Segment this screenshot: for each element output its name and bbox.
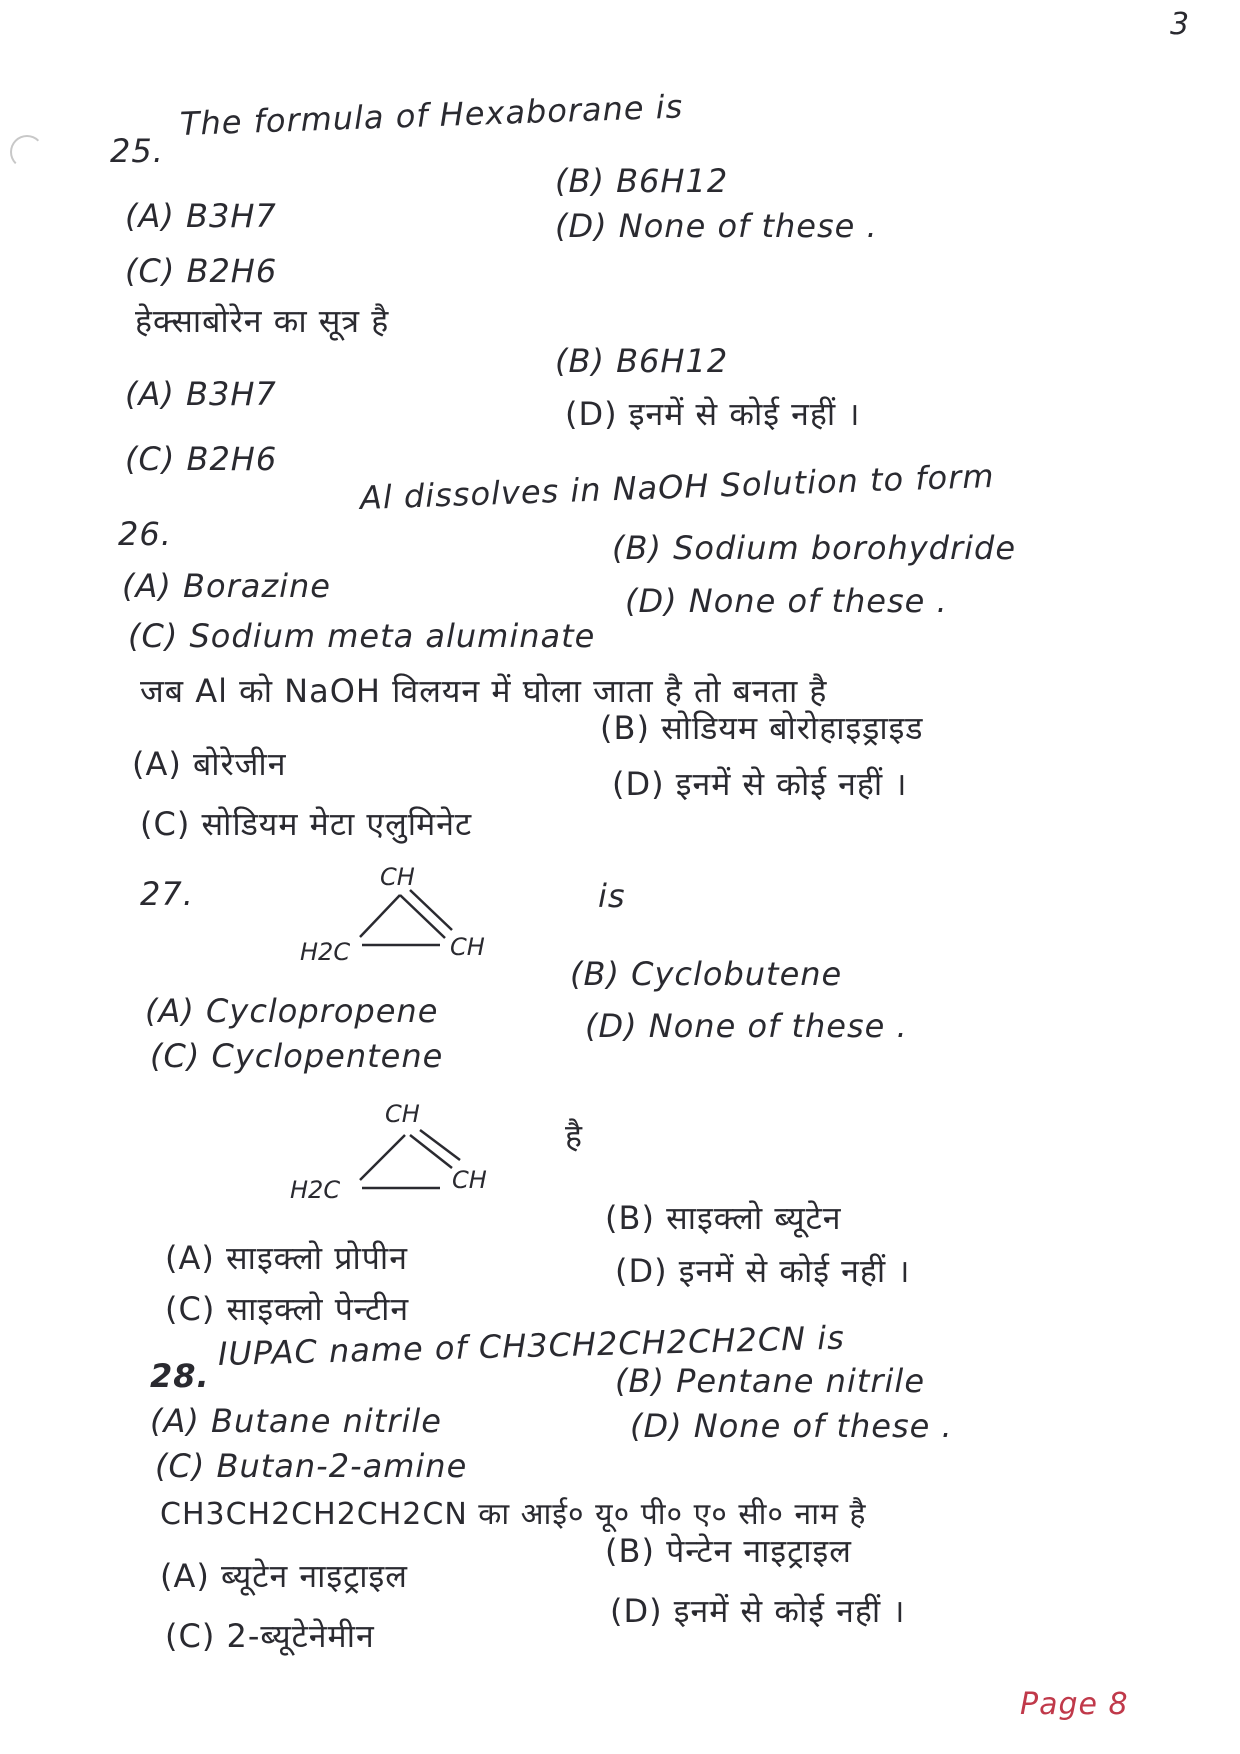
q26-question: Al dissolves in NaOH Solution to form — [359, 456, 996, 517]
q25-hindi-option-a: (A) B3H7 — [125, 375, 277, 413]
q28-option-a: (A) Butane nitrile — [150, 1402, 442, 1440]
q25-hindi-option-c: (C) B2H6 — [125, 440, 278, 478]
q26-number: 26. — [118, 515, 172, 553]
q28-number: 28. — [150, 1357, 210, 1395]
q25-option-d: (D) None of these . — [555, 207, 878, 245]
q25-hindi-option-b: (B) B6H12 — [555, 342, 729, 380]
q27-option-c: (C) Cyclopentene — [150, 1037, 444, 1075]
q27-option-d: (D) None of these . — [585, 1007, 908, 1045]
q27-hindi-option-b: (B) साइक्लो ब्यूटेन — [605, 1199, 842, 1237]
q27-struct-top: CH — [380, 863, 415, 891]
q27-hindi-struct-left: H2C — [290, 1176, 341, 1204]
q27-struct-left: H2C — [300, 938, 351, 966]
q26-hindi-option-c: (C) सोडियम मेटा एलुमिनेट — [140, 805, 473, 843]
q27-option-b: (B) Cyclobutene — [570, 955, 843, 993]
q27-hindi-is: है — [565, 1117, 583, 1155]
q27-option-a: (A) Cyclopropene — [145, 992, 439, 1030]
q25-hindi-option-d: (D) इनमें से कोई नहीं । — [565, 395, 861, 433]
q26-option-b: (B) Sodium borohydride — [612, 529, 1017, 567]
q25-option-c: (C) B2H6 — [125, 252, 278, 290]
q26-hindi-option-d: (D) इनमें से कोई नहीं । — [612, 765, 908, 803]
q27-hindi-option-d: (D) इनमें से कोई नहीं । — [615, 1252, 911, 1290]
q27-struct-right: CH — [450, 933, 485, 961]
q27-is: is — [598, 877, 626, 915]
q28-option-b: (B) Pentane nitrile — [615, 1362, 925, 1400]
q25-option-a: (A) B3H7 — [125, 197, 277, 235]
q27-hindi-cyclopropene-structure — [280, 1100, 500, 1210]
q28-hindi-option-a: (A) ब्यूटेन नाइट्राइल — [160, 1557, 408, 1595]
q28-hindi-option-d: (D) इनमें से कोई नहीं । — [610, 1592, 906, 1630]
q25-question: The formula of Hexaborane is — [179, 87, 684, 143]
q28-hindi-option-c: (C) 2-ब्यूटेनेमीन — [165, 1617, 375, 1655]
q26-option-c: (C) Sodium meta aluminate — [128, 617, 596, 655]
page-footer: Page 8 — [1020, 1687, 1129, 1722]
q27-number: 27. — [140, 875, 194, 913]
binder-hole — [10, 135, 44, 169]
q26-option-a: (A) Borazine — [122, 567, 331, 605]
q27-hindi-struct-top: CH — [385, 1100, 420, 1128]
q26-hindi-option-b: (B) सोडियम बोरोहाइड्राइड — [600, 709, 924, 747]
q28-option-c: (C) Butan-2-amine — [155, 1447, 468, 1485]
q28-hindi-option-b: (B) पेन्टेन नाइट्राइल — [605, 1532, 852, 1570]
q28-option-d: (D) None of these . — [630, 1407, 953, 1445]
q27-hindi-struct-right: CH — [452, 1166, 487, 1194]
q26-hindi-option-a: (A) बोरेजीन — [132, 745, 287, 783]
q27-hindi-option-a: (A) साइक्लो प्रोपीन — [165, 1239, 408, 1277]
q28-hindi-question: CH3CH2CH2CH2CN का आई० यू० पी० ए० सी० नाम है — [160, 1497, 867, 1532]
q28-question: IUPAC name of CH3CH2CH2CH2CN is — [217, 1318, 846, 1373]
q25-option-b: (B) B6H12 — [555, 162, 729, 200]
q27-cyclopropene-structure — [300, 860, 500, 970]
q27-hindi-option-c: (C) साइक्लो पेन्टीन — [165, 1290, 410, 1328]
q26-option-d: (D) None of these . — [625, 582, 948, 620]
q25-number: 25. — [110, 132, 164, 170]
q25-hindi-question: हेक्साबोरेन का सूत्र है — [135, 302, 390, 340]
q26-hindi-question: जब Al को NaOH विलयन में घोला जाता है तो बनता है — [140, 672, 828, 710]
page-number: 3 — [1170, 7, 1191, 42]
